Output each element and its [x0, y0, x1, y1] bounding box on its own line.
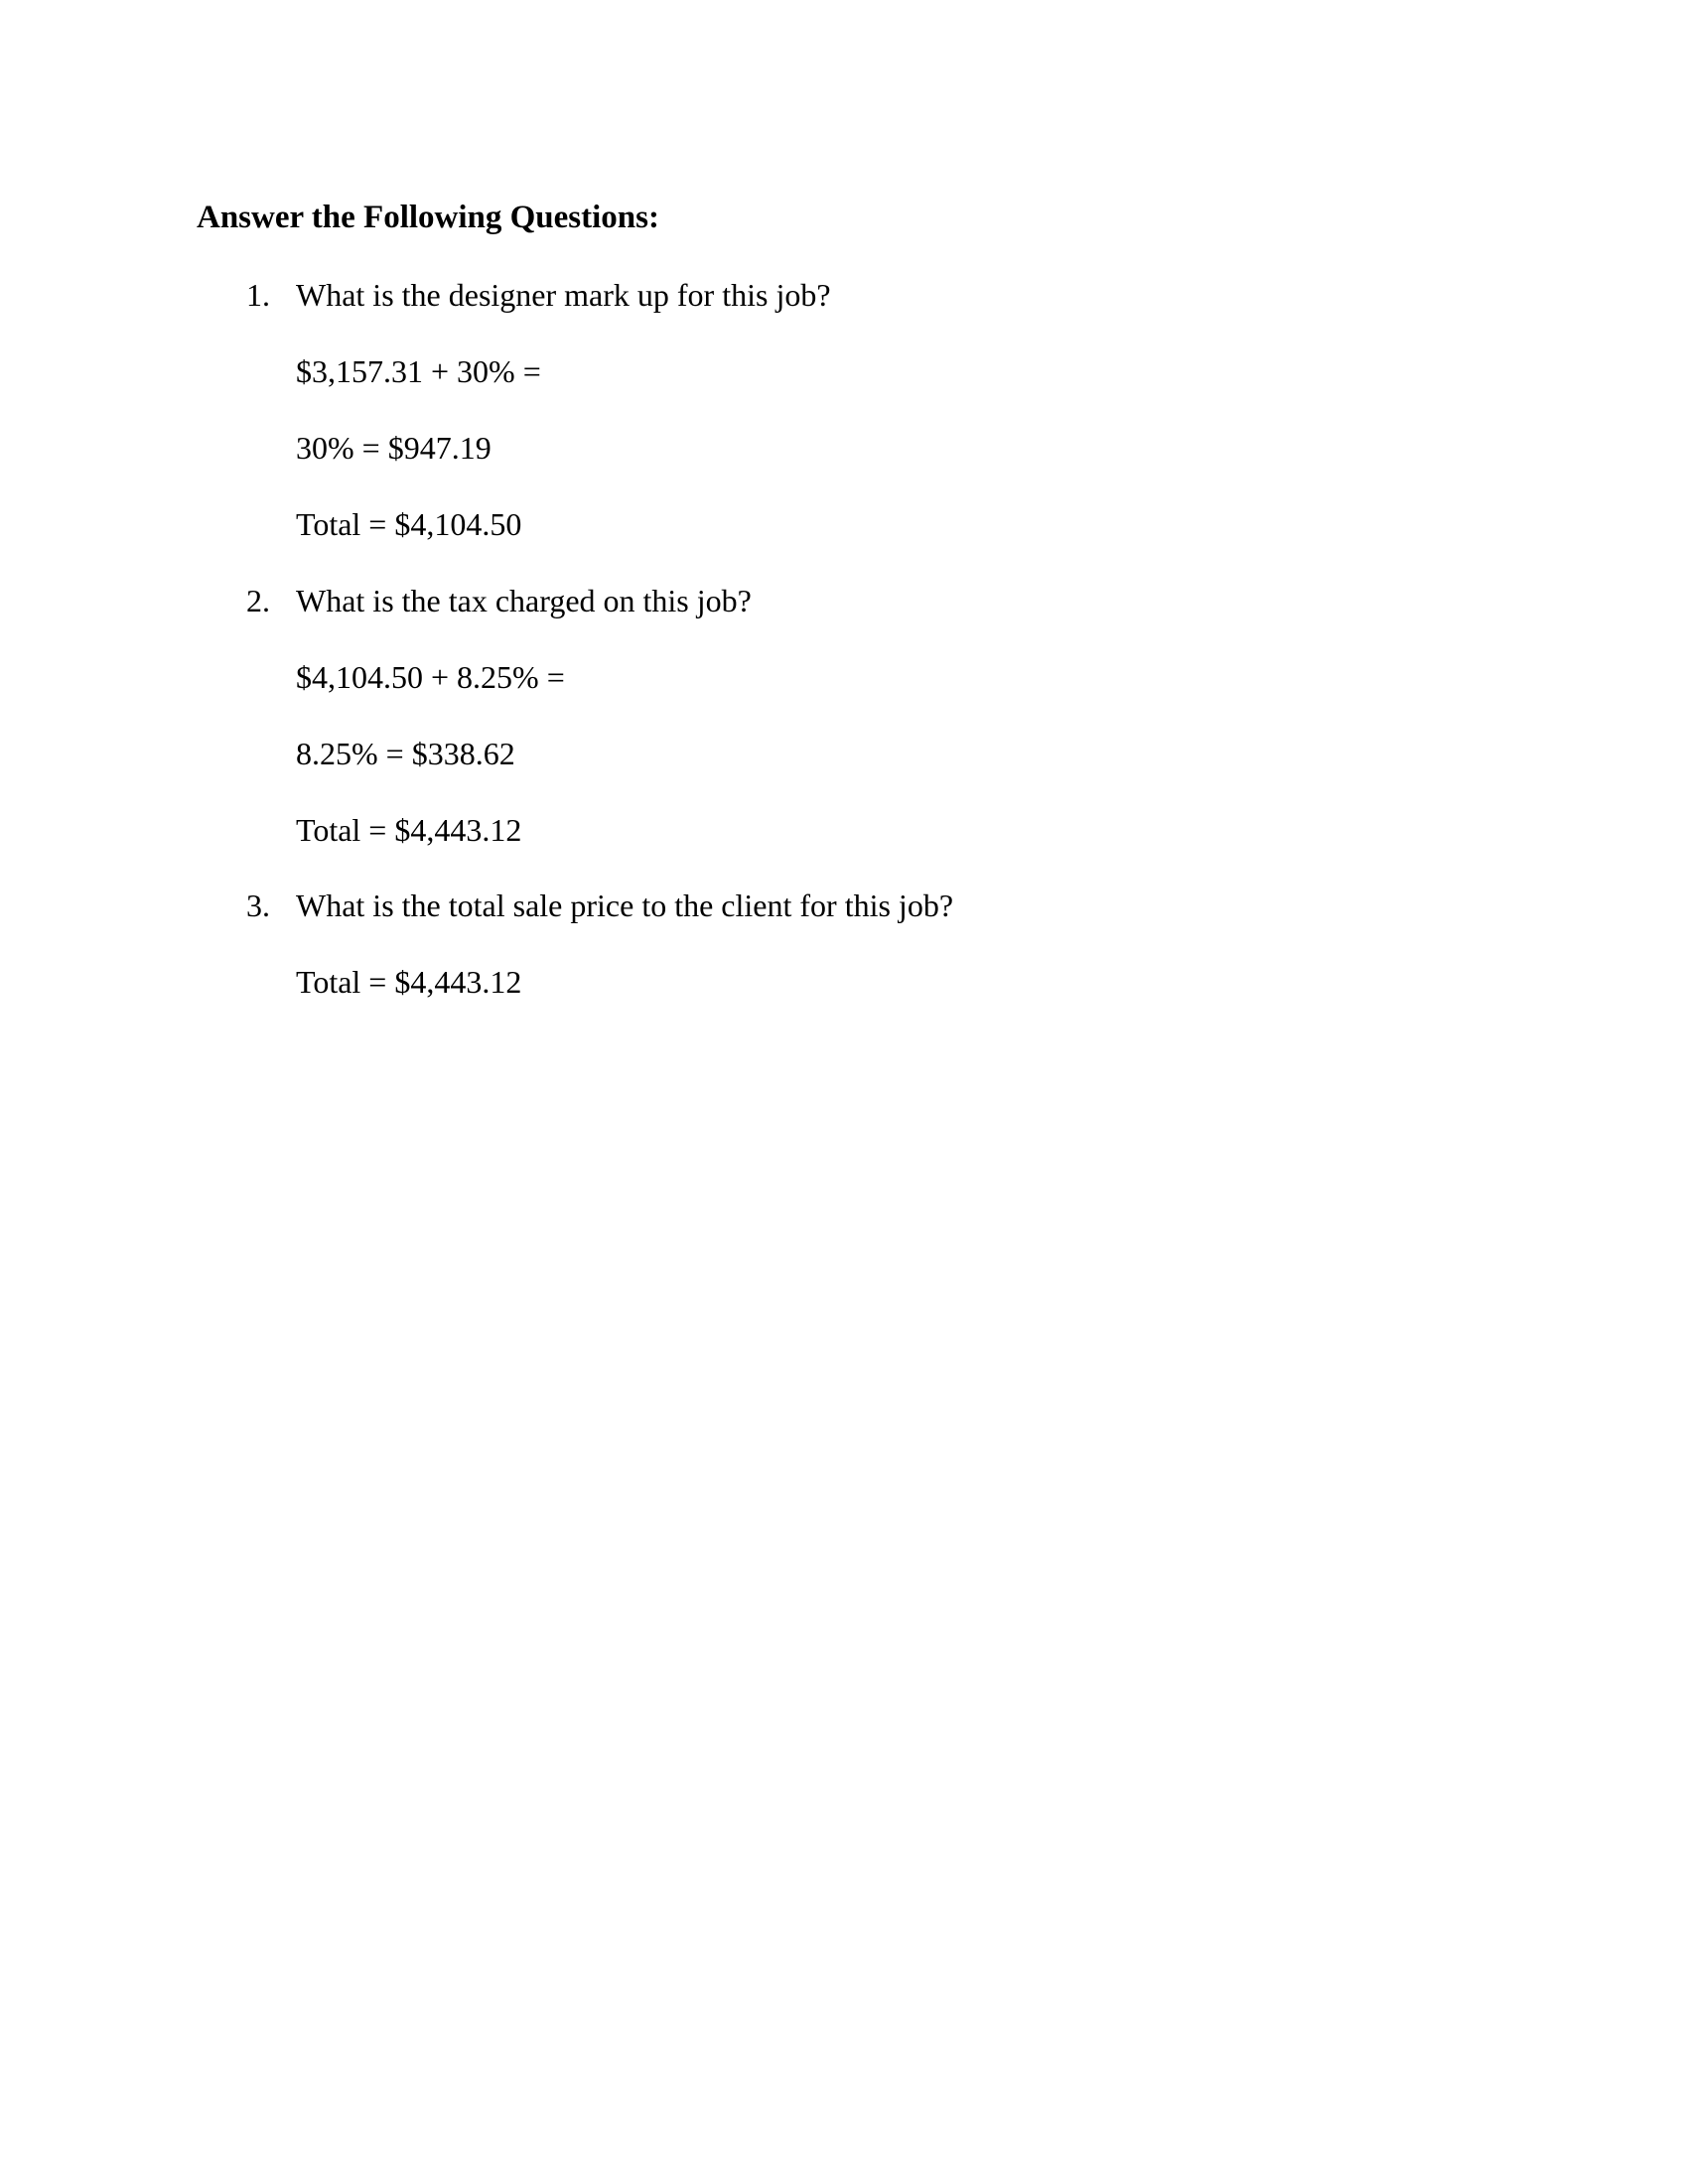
question-3-number: 3.: [246, 887, 270, 923]
question-1-text: What is the designer mark up for this job?: [296, 277, 831, 313]
question-2-answer-line-1: $4,104.50 + 8.25% =: [296, 659, 565, 695]
question-3-answer-line-1: Total = $4,443.12: [296, 964, 522, 1000]
question-2-number: 2.: [246, 583, 270, 618]
question-1-answer-line-2: 30% = $947.19: [296, 430, 492, 466]
question-1-answer-line-3: Total = $4,104.50: [296, 506, 522, 542]
question-2-answer-line-2: 8.25% = $338.62: [296, 736, 515, 771]
question-1-number: 1.: [246, 277, 270, 313]
question-2-answer-line-3: Total = $4,443.12: [296, 812, 522, 848]
page-heading: Answer the Following Questions:: [197, 200, 659, 235]
question-3-text: What is the total sale price to the client for this job?: [296, 887, 954, 923]
question-1-answer-line-1: $3,157.31 + 30% =: [296, 353, 541, 389]
question-2-text: What is the tax charged on this job?: [296, 583, 752, 618]
